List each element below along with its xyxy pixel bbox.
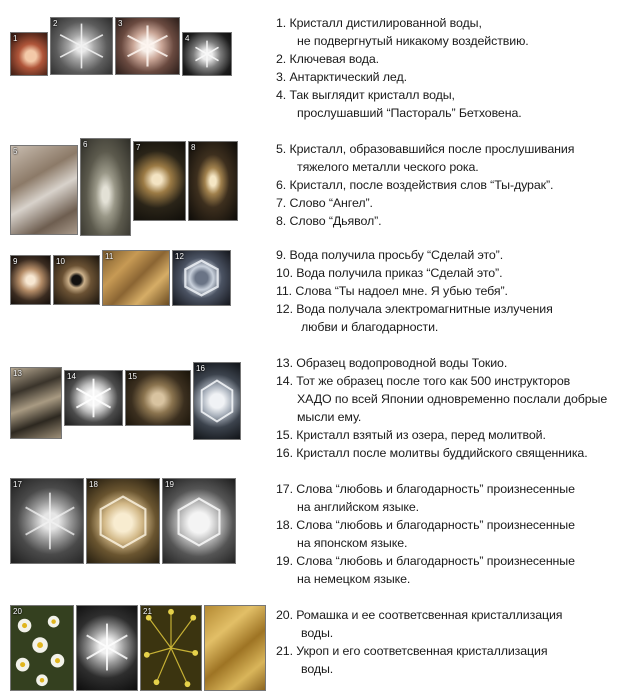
caption-line: воды. <box>301 626 334 640</box>
caption-line: 6. Кристалл, после воздействия слов “Ты-дурак”. <box>276 178 554 192</box>
crystal-photo-15 <box>125 370 191 426</box>
chamomile-photo <box>10 605 74 691</box>
photo-number: 10 <box>56 257 65 266</box>
caption-line: мысли ему. <box>297 410 362 424</box>
caption-line: 3. Антарктический лед. <box>276 70 407 84</box>
crystal-photo-10 <box>53 255 100 305</box>
crystal-photo-17 <box>10 478 84 564</box>
dill-crystal-photo <box>204 605 266 691</box>
photo-number: 1 <box>13 34 18 43</box>
photo-number: 16 <box>196 364 205 373</box>
caption-group-1 <box>276 14 620 122</box>
photo-number: 7 <box>136 143 141 152</box>
caption-line: любви и благодарности. <box>301 320 439 334</box>
chamomile-crystal-photo <box>76 605 138 691</box>
photo-number: 2 <box>53 19 58 28</box>
crystal-photo-12 <box>172 250 231 306</box>
crystal-photo-19 <box>162 478 236 564</box>
caption-line: 12. Вода получала электромагнитные излучения <box>276 302 553 316</box>
caption-group-3 <box>276 246 620 336</box>
caption-line: на немецком языке. <box>297 572 411 586</box>
caption-line: 15. Кристалл взятый из озера, перед молитвой. <box>276 428 546 442</box>
caption-line: 18. Слова “любовь и благодарность” произнесенные <box>276 518 575 532</box>
crystal-photo-9 <box>10 255 51 305</box>
caption-line: 2. Ключевая вода. <box>276 52 380 66</box>
photo-number: 9 <box>13 257 18 266</box>
caption-line: прослушавший “Пастораль” Бетховена. <box>297 106 522 120</box>
caption-line: 13. Образец водопроводной воды Токио. <box>276 356 508 370</box>
photo-number: 20 <box>13 607 22 616</box>
caption-group-5 <box>276 480 620 588</box>
crystal-photo-16 <box>193 362 241 440</box>
caption-line: не подвергнутый никакому воздействию. <box>297 34 529 48</box>
photo-number: 3 <box>118 19 123 28</box>
crystal-photo-14 <box>64 370 123 426</box>
crystal-photo-1 <box>10 32 48 76</box>
photo-number: 13 <box>13 369 22 378</box>
caption-line: на японском языке. <box>297 536 408 550</box>
photo-number: 6 <box>83 140 88 149</box>
photo-number: 4 <box>185 34 190 43</box>
caption-line: 4. Так выглядит кристалл воды, <box>276 88 455 102</box>
caption-line: 20. Ромашка и ее соответсвенная кристаллизация <box>276 608 563 622</box>
dill-photo <box>140 605 202 691</box>
crystal-photo-4 <box>182 32 232 76</box>
caption-group-2 <box>276 140 620 230</box>
caption-line: 5. Кристалл, образовавшийся после прослушивания <box>276 142 575 156</box>
crystal-photo-18 <box>86 478 160 564</box>
caption-group-4 <box>276 354 620 462</box>
caption-line: 9. Вода получила просьбу “Сделай это”. <box>276 248 504 262</box>
caption-line: 16. Кристалл после молитвы буддийского священника. <box>276 446 588 460</box>
caption-group-6 <box>276 606 620 678</box>
caption-line: 21. Укроп и его соответсвенная кристаллизация <box>276 644 548 658</box>
caption-line: 10. Вода получила приказ “Сделай это”. <box>276 266 503 280</box>
crystal-photo-11 <box>102 250 170 306</box>
caption-line: тяжелого металли ческого рока. <box>297 160 479 174</box>
caption-line: 17. Слова “любовь и благодарность” произнесенные <box>276 482 575 496</box>
photo-number: 14 <box>67 372 76 381</box>
caption-line: ХАДО по всей Японии одновременно послали добрые <box>297 392 608 406</box>
caption-line: 7. Слово “Ангел”. <box>276 196 373 210</box>
photo-number: 21 <box>143 607 152 616</box>
crystal-photo-13 <box>10 367 62 439</box>
caption-line: 11. Слова “Ты надоел мне. Я убью тебя”. <box>276 284 508 298</box>
crystal-photo-3 <box>115 17 180 75</box>
crystal-photo-8 <box>188 141 238 221</box>
caption-line: воды. <box>301 662 334 676</box>
caption-line: 1. Кристалл дистилированной воды, <box>276 16 482 30</box>
photo-number: 15 <box>128 372 137 381</box>
caption-line: 14. Тот же образец после того как 500 инструкторов <box>276 374 571 388</box>
photo-number: 5 <box>13 147 18 156</box>
crystal-photo-6 <box>80 138 131 236</box>
caption-line: 19. Слова “любовь и благодарность” произнесенные <box>276 554 575 568</box>
photo-number: 12 <box>175 252 184 261</box>
caption-line: на английском языке. <box>297 500 420 514</box>
photo-number: 19 <box>165 480 174 489</box>
photo-number: 18 <box>89 480 98 489</box>
photo-number: 17 <box>13 480 22 489</box>
caption-line: 8. Слово “Дьявол”. <box>276 214 382 228</box>
crystal-photo-7 <box>133 141 186 221</box>
crystal-photo-2 <box>50 17 113 75</box>
crystal-photo-5 <box>10 145 78 235</box>
photo-number: 11 <box>105 252 114 261</box>
photo-number: 8 <box>191 143 196 152</box>
